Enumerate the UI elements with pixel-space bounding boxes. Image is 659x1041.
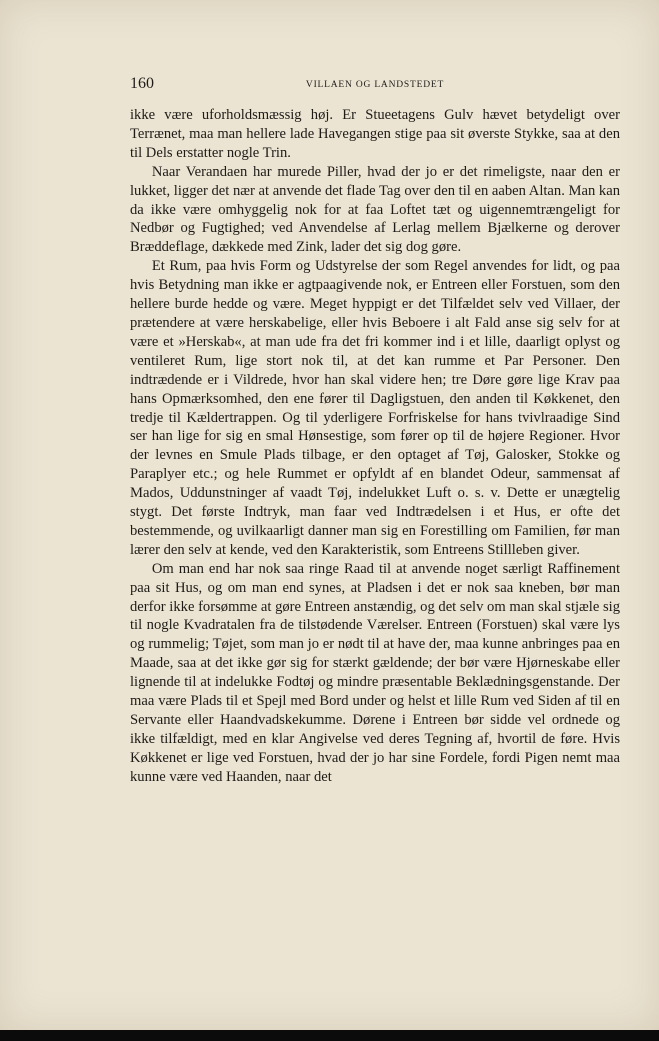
page-number: 160 [130,75,154,92]
paragraph-entree-advice: Om man end har nok saa ringe Raad til at anvende noget særligt Raffinement paa sit Hus, og om man end synes, at Pladsen i det er nok saa kneben, bør man derfor ikke forsømme at gøre Entreen anstændig, og det selv om man skal stjæle sig til nogle Kvadratalen fra de tilstødende Værelser. Entreen (Forstuen) skal være lys og rummelig; Tøjet, som man jo er nødt til at have der, maa kunne anbringes paa en Maade, saa at det ikke gør sig for stærkt gældende; der bør være Hjørneskabe eller lignende til at indelukke Fodtøj og mindre præsentable Beklædningsgenstande. Der maa være Plads til et Spejl med Bord under og helst et lille Rum ved Siden af til en Servante eller Haandvadskekumme. Dørene i Entreen bør sidde vel ordnede og ikke tilfældigt, med en klar Angivelse ved deres Tegning af, hvortil de føre. Hvis Køkkenet er lige ved Forstuen, hvad der jo har sine Fordele, fordi Pigen nemt maa kunne være ved Haanden, naar det [130,560,621,785]
page-header [130,75,620,95]
scan-edge [0,1030,659,1041]
running-title: VILLAEN OG LANDSTEDET [305,80,445,90]
paragraph-veranda: Naar Verandaen har murede Piller, hvad der jo er det rimeligste, naar den er lukket, ligger det nær at anvende det flade Tag over den til en aaben Altan. Man kan da ikke være omhyggelig nok for at faa Loftet tæt og uigennemtrængeligt for Nedbør og Fugtighed; ved Anvendelse af Lerlag mellem Bjælkerne og derover Bræddeflage, dækkede med Zink, lader det sig dog gøre. [130,163,620,256]
paragraph-entree: Et Rum, paa hvis Form og Udstyrelse der som Regel anvendes for lidt, og paa hvis Betydning man ikke er agtpaagivende nok, er Entreen eller Forstuen, som den hellere burde hedde og være. Meget hyppigt er det Tilfældet selv ved Villaer, der prætendere at være herskabelige, eller hvis Beboere i alt Fald anse sig selv for at være et »Herskab«, at man ude fra det fri kommer ind i et lille, daarligt oplyst og ventileret Rum, lige stort nok til, at det kan rumme et Par Personer. Den indtrædende er i Vildrede, hvor han skal videre hen; tre Døre gøre lige Krav paa hans Opmærksomhed, den ene fører til Dagligstuen, den anden til Køkkenet, den tredje til Kældertrappen. Og til yderligere Forfriskelse for hans tvivlraadige Sind ser han lige for sig en smal Hønsestige, som fører op til de højere Regioner. Hvor der levnes en Smule Plads tilbage, er den optaget af Tøj, Galosker, Stokke og Paraplyer etc.; og hele Rummet er opfyldt af en blandet Odeur, sammensat af Mados, Uddunstninger af vaadt Tøj, indelukket Luft o. s. v. Dette er unægtelig stygt. Det første Indtryk, man faar ved Indtrædelsen i et Hus, er ofte det bestemmende, og uvilkaarligt danner man sig en Forestilling om Familien, før man lærer den selv at kende, ved den Karakteristik, som Entreens Stillleben giver. [130,258,620,558]
paragraph-continued: ikke være uforholdsmæssig høj. Er Stueetagens Gulv hævet betydeligt over Terrænet, maa man hellere lade Havegangen stige paa sit øverste Stykke, saa at den til Dels erstatter nogle Trin. [130,107,620,161]
body-text [130,106,620,787]
